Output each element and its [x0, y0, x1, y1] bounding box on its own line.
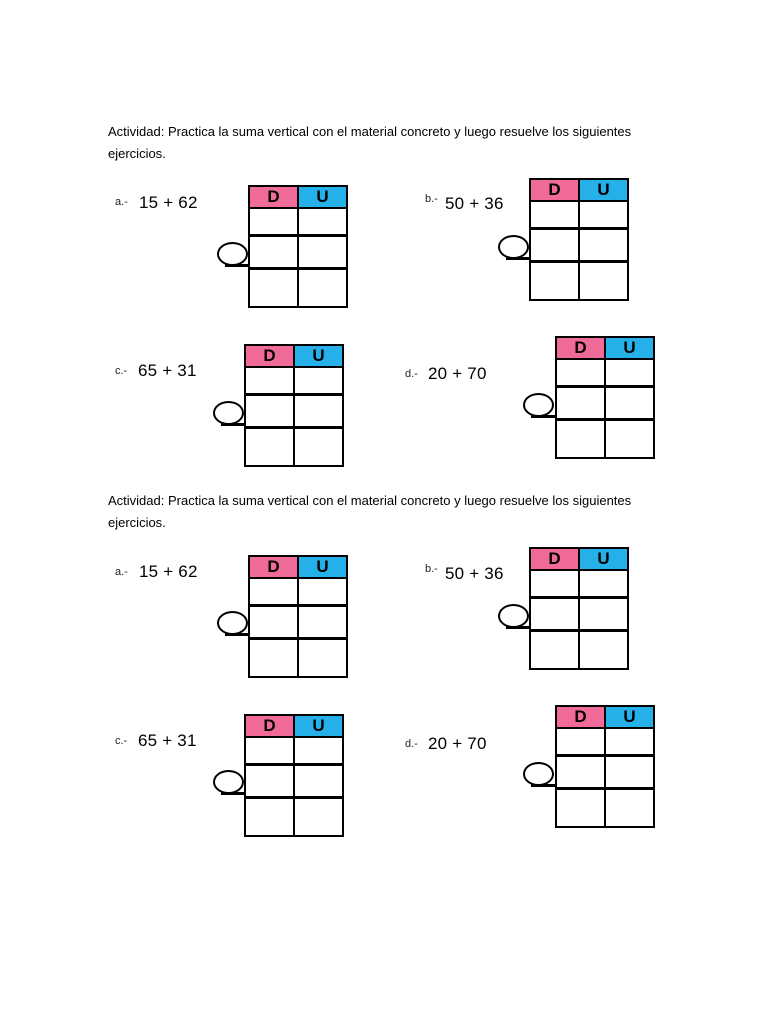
units-cell[interactable] — [294, 367, 343, 395]
tens-cell[interactable] — [245, 367, 294, 395]
carry-circle[interactable] — [523, 762, 554, 786]
place-value-table — [248, 555, 348, 678]
addition-expression: 65 + 31 — [138, 731, 197, 750]
addition-expression: 15 + 62 — [139, 562, 198, 581]
units-cell[interactable] — [579, 229, 628, 262]
addition-expression: 65 + 31 — [138, 361, 197, 380]
tens-header: D — [245, 715, 294, 737]
tens-answer-cell[interactable] — [556, 789, 605, 828]
tens-cell[interactable] — [249, 606, 298, 639]
tens-cell[interactable] — [245, 395, 294, 428]
addition-expression: 20 + 70 — [428, 734, 487, 753]
units-cell[interactable] — [605, 756, 654, 789]
exercise-label: a.- — [115, 196, 128, 208]
activity-instruction: Actividad: Practica la suma vertical con el material concreto y luego resuelve los siguientes ejercicios. — [108, 124, 632, 161]
units-cell[interactable] — [605, 387, 654, 420]
sum-line — [531, 784, 556, 787]
tens-cell[interactable] — [245, 737, 294, 765]
units-answer-cell[interactable] — [298, 639, 347, 678]
place-value-table — [248, 185, 348, 308]
carry-circle[interactable] — [498, 235, 529, 259]
units-answer-cell[interactable] — [605, 420, 654, 459]
units-header: U — [579, 179, 628, 201]
place-value-table — [529, 547, 629, 670]
tens-answer-cell[interactable] — [245, 428, 294, 467]
units-answer-cell[interactable] — [579, 262, 628, 301]
tens-answer-cell[interactable] — [530, 631, 579, 670]
tens-header: D — [556, 706, 605, 728]
exercise-label: c.- — [115, 365, 128, 377]
units-cell[interactable] — [298, 236, 347, 269]
tens-header: D — [245, 345, 294, 367]
place-value-table — [244, 714, 344, 837]
units-header: U — [298, 556, 347, 578]
units-header: U — [605, 337, 654, 359]
tens-cell[interactable] — [556, 756, 605, 789]
activity-instruction: Actividad: Practica la suma vertical con el material concreto y luego resuelve los siguientes ejercicios. — [108, 493, 632, 530]
carry-circle[interactable] — [217, 611, 248, 635]
tens-cell[interactable] — [249, 208, 298, 236]
addition-expression: 50 + 36 — [445, 564, 504, 583]
units-header: U — [294, 715, 343, 737]
units-answer-cell[interactable] — [294, 798, 343, 837]
tens-answer-cell[interactable] — [530, 262, 579, 301]
tens-cell[interactable] — [556, 359, 605, 387]
units-cell[interactable] — [298, 578, 347, 606]
units-cell[interactable] — [579, 598, 628, 631]
units-answer-cell[interactable] — [579, 631, 628, 670]
tens-cell[interactable] — [245, 765, 294, 798]
units-cell[interactable] — [294, 737, 343, 765]
addition-expression: 20 + 70 — [428, 364, 487, 383]
tens-header: D — [249, 556, 298, 578]
units-cell[interactable] — [294, 395, 343, 428]
sum-line — [225, 633, 250, 636]
units-cell[interactable] — [298, 606, 347, 639]
tens-cell[interactable] — [530, 598, 579, 631]
exercise-label: b.- — [425, 193, 438, 205]
tens-answer-cell[interactable] — [556, 420, 605, 459]
tens-header: D — [249, 186, 298, 208]
tens-cell[interactable] — [556, 728, 605, 756]
units-cell[interactable] — [579, 570, 628, 598]
tens-answer-cell[interactable] — [249, 639, 298, 678]
tens-header: D — [530, 179, 579, 201]
tens-answer-cell[interactable] — [245, 798, 294, 837]
place-value-table — [244, 344, 344, 467]
carry-circle[interactable] — [217, 242, 248, 266]
exercise-label: d.- — [405, 368, 418, 380]
addition-expression: 15 + 62 — [139, 193, 198, 212]
addition-expression: 50 + 36 — [445, 194, 504, 213]
place-value-table — [555, 336, 655, 459]
tens-header: D — [556, 337, 605, 359]
sum-line — [506, 257, 531, 260]
exercise-label: d.- — [405, 738, 418, 750]
tens-cell[interactable] — [249, 578, 298, 606]
units-header: U — [605, 706, 654, 728]
exercise-label: a.- — [115, 566, 128, 578]
units-cell[interactable] — [298, 208, 347, 236]
sum-line — [531, 415, 556, 418]
tens-cell[interactable] — [556, 387, 605, 420]
carry-circle[interactable] — [498, 604, 529, 628]
units-answer-cell[interactable] — [605, 789, 654, 828]
units-answer-cell[interactable] — [294, 428, 343, 467]
units-cell[interactable] — [294, 765, 343, 798]
exercise-label: c.- — [115, 735, 128, 747]
tens-header: D — [530, 548, 579, 570]
tens-cell[interactable] — [530, 570, 579, 598]
sum-line — [221, 423, 246, 426]
units-cell[interactable] — [605, 359, 654, 387]
tens-cell[interactable] — [530, 229, 579, 262]
tens-cell[interactable] — [530, 201, 579, 229]
sum-line — [506, 626, 531, 629]
units-header: U — [298, 186, 347, 208]
units-cell[interactable] — [605, 728, 654, 756]
units-answer-cell[interactable] — [298, 269, 347, 308]
carry-circle[interactable] — [213, 401, 244, 425]
exercise-label: b.- — [425, 563, 438, 575]
sum-line — [225, 264, 250, 267]
place-value-table — [555, 705, 655, 828]
tens-answer-cell[interactable] — [249, 269, 298, 308]
units-cell[interactable] — [579, 201, 628, 229]
units-header: U — [294, 345, 343, 367]
place-value-table — [529, 178, 629, 301]
sum-line — [221, 792, 246, 795]
carry-circle[interactable] — [523, 393, 554, 417]
tens-cell[interactable] — [249, 236, 298, 269]
carry-circle[interactable] — [213, 770, 244, 794]
units-header: U — [579, 548, 628, 570]
